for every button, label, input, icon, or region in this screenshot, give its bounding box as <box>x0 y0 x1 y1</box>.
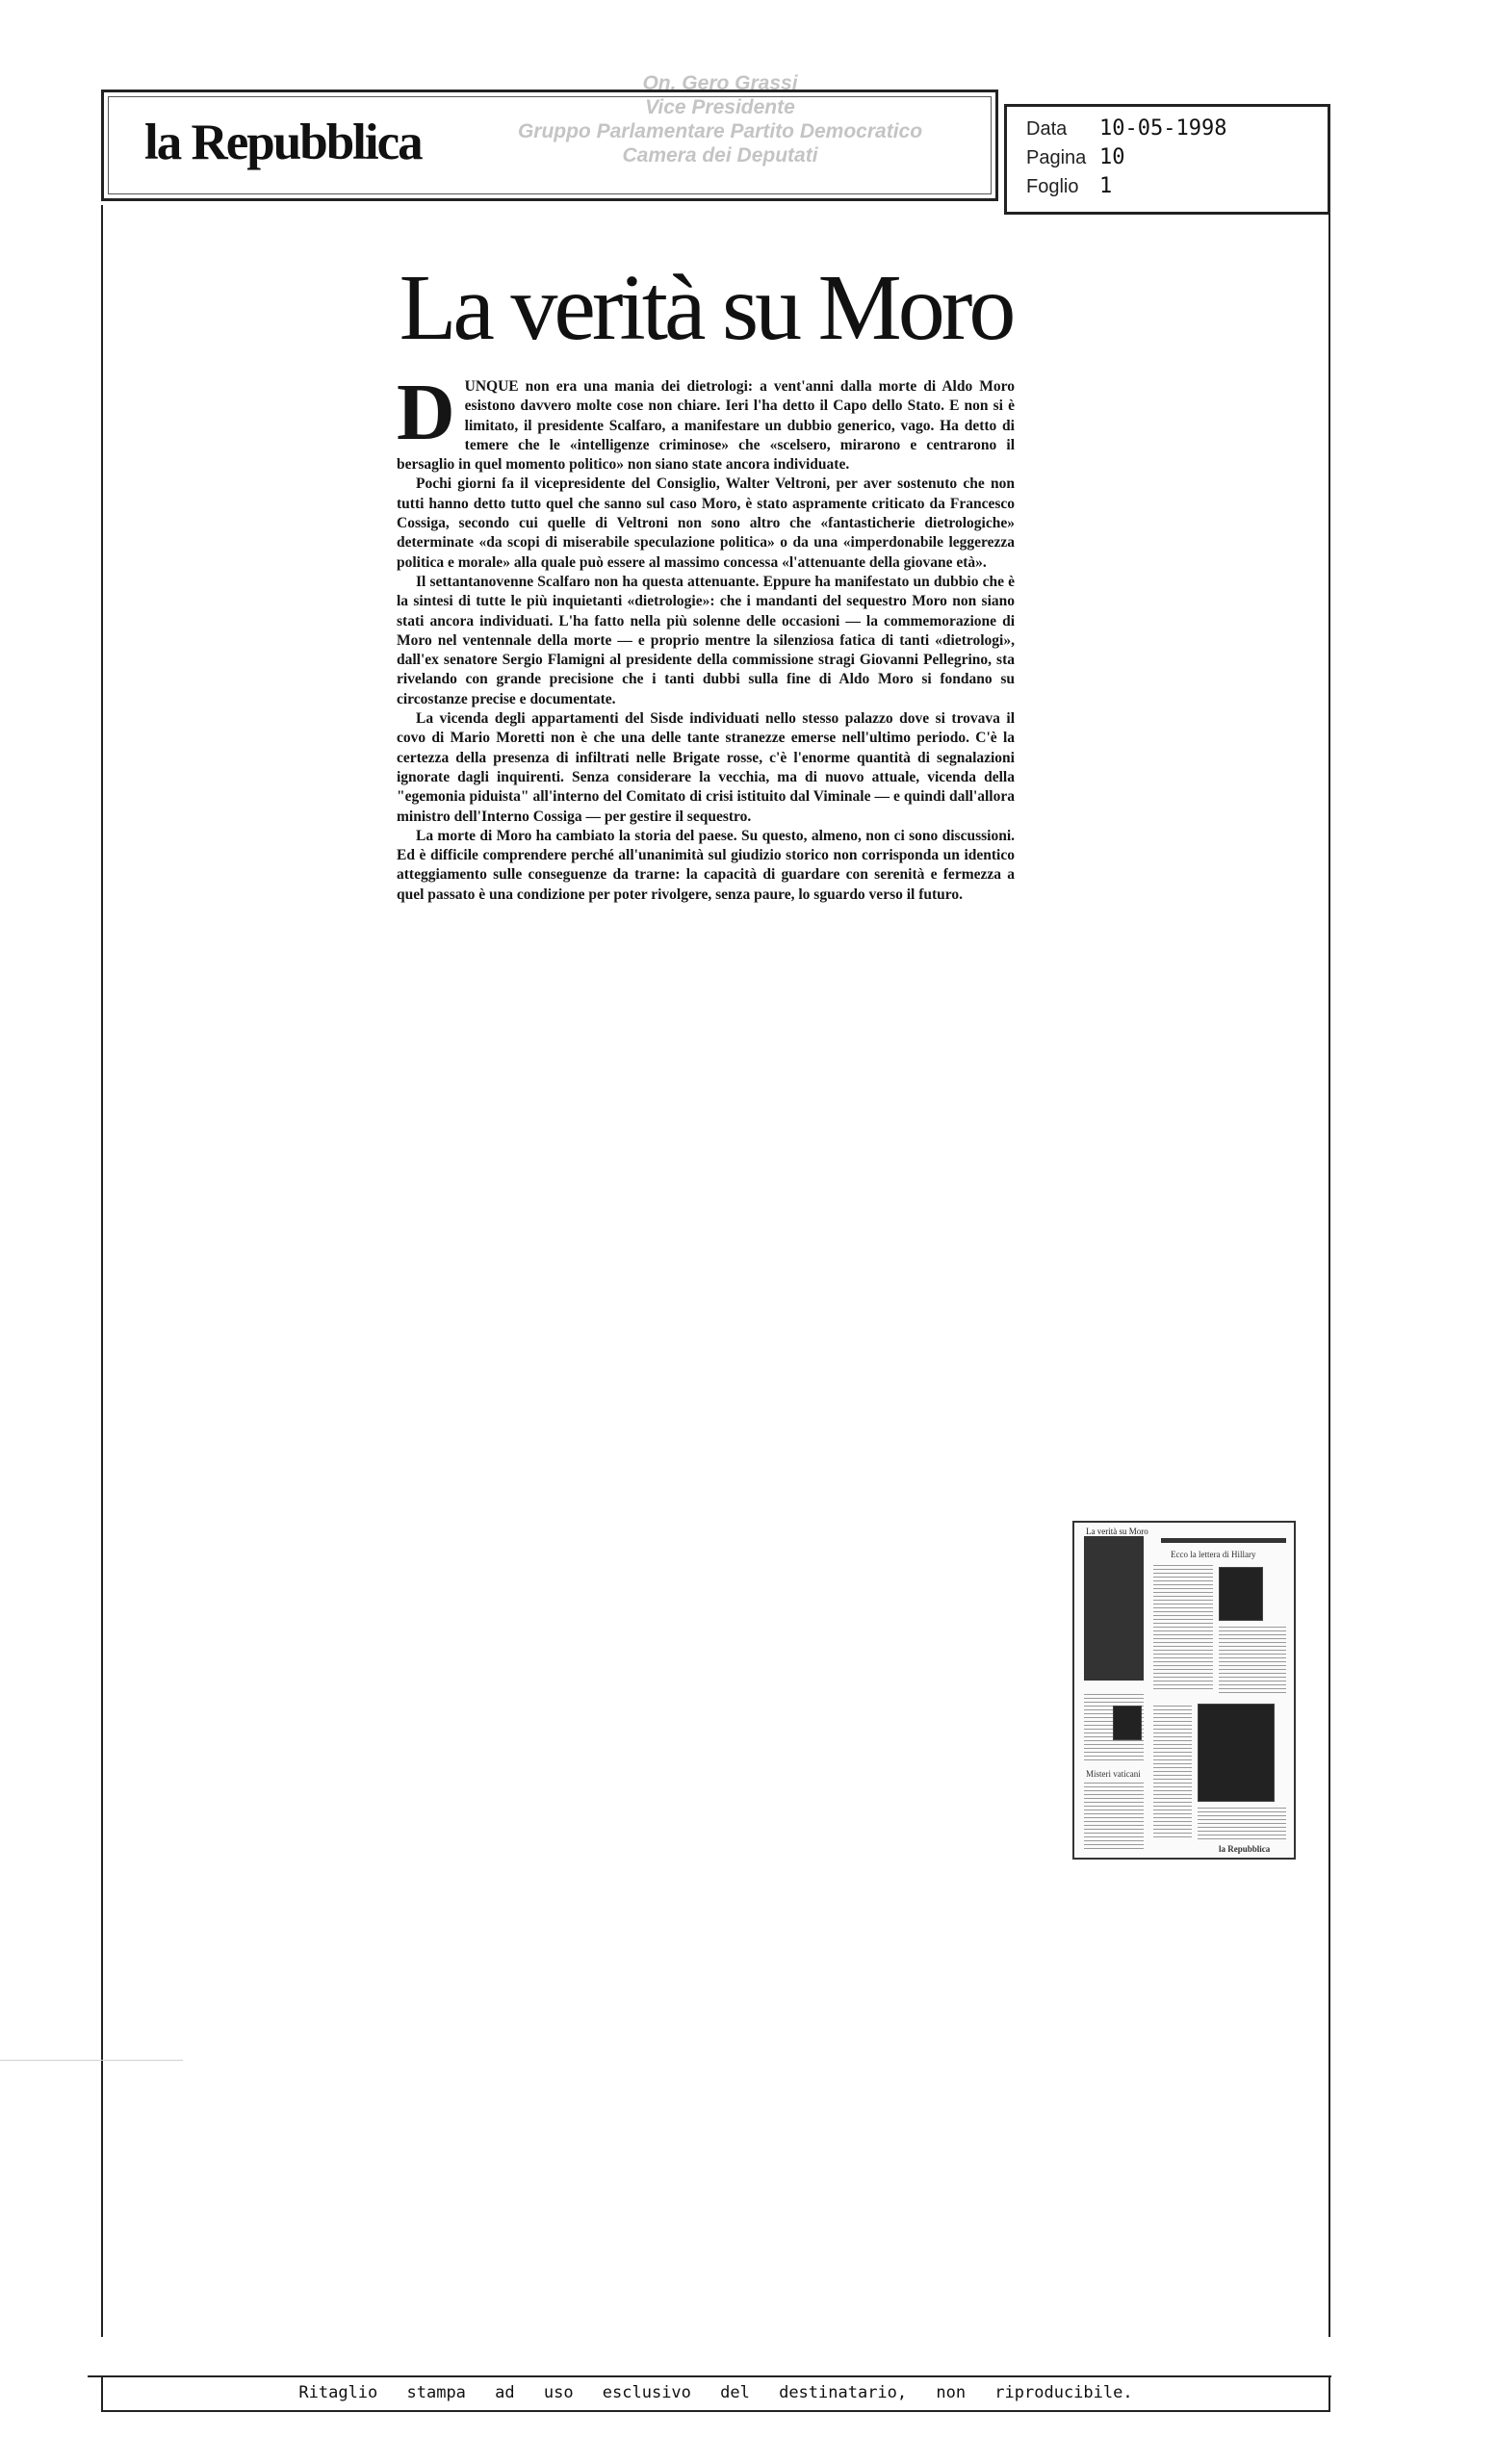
meta-row-data <box>1026 116 1328 145</box>
deputy-stamp <box>470 71 970 167</box>
thumb-dark-column <box>1084 1536 1144 1681</box>
footer-box <box>101 2377 1330 2412</box>
thumb-text-column <box>1153 1565 1213 1690</box>
meta-row-foglio <box>1026 174 1328 203</box>
thumb-headline: Ecco la lettera di Hillary <box>1171 1550 1256 1559</box>
foglio-value: 1 <box>1099 174 1113 198</box>
article-body <box>397 368 1015 905</box>
drop-cap: D <box>397 368 455 457</box>
paragraph-text: UNQUE non era una mania dei dietrologi: a vent'anni dalla morte di Aldo Moro esistono davvero molte cose non chiare. Ieri l'ha detto il Capo dello Stato. E non si è limitato, il presidente Scalfaro, a manifestare un dubbio generico, vago. Ha detto di temere che le «intelligenze criminose» che «scelsero, mirarono e centrarono il bersaglio in quel momento politico» non siano state ancora individuate. <box>397 378 1015 474</box>
newspaper-logo: la Repubblica <box>144 115 422 170</box>
thumb-text-column <box>1219 1627 1286 1694</box>
stamp-line: Vice Presidente <box>645 96 795 118</box>
stamp-line: On. Gero Grassi <box>642 72 798 94</box>
data-value: 10-05-1998 <box>1099 116 1227 141</box>
article-paragraph: La morte di Moro ha cambiato la storia del paese. Su questo, almeno, non ci sono discussioni. Ed è difficile comprendere perché all'unanimità sul giudizio storico non corrisponda un identico atteggiamento sulle conseguenze da trarne: la capacità di guardare con serenità e fermezza a quel passato è una condizione per poter rivolgere, senza paure, lo sguardo verso il futuro. <box>397 827 1015 903</box>
thumb-headline: Misteri vaticani <box>1086 1769 1141 1779</box>
stamp-line: Gruppo Parlamentare Partito Democratico <box>517 120 923 142</box>
scan-edge-line <box>0 2060 183 2061</box>
metadata-box <box>1004 104 1330 215</box>
article-paragraph <box>397 368 1015 475</box>
pagina-label: Pagina <box>1026 147 1087 168</box>
thumb-photo <box>1113 1706 1142 1740</box>
stamp-line: Camera dei Deputati <box>622 144 818 167</box>
article-paragraph: Pochi giorni fa il vicepresidente del Consiglio, Walter Veltroni, per aver sostenuto che non tutti hanno detto tutto quel che sanno sul caso Moro, è stato aspramente criticato da Francesco Cossiga, secondo cui quelle di Veltroni non sono altro che «fantasticherie dietrologiche» determinate «da scopi di miserabile speculazione politica» o da una «imperdonabile leggerezza politica e morale» alla quale può essere al massimo concessa «l'attenuante della giovane età». <box>397 475 1015 571</box>
footer-disclaimer: Ritaglio stampa ad uso esclusivo del destinatario, non riproducibile. <box>298 2383 1133 2402</box>
header-box <box>101 72 998 201</box>
pagina-value: 10 <box>1099 145 1125 169</box>
thumb-text-column <box>1198 1808 1286 1840</box>
thumb-rule <box>1161 1538 1286 1543</box>
meta-row-pagina <box>1026 145 1328 174</box>
thumb-text-column <box>1084 1783 1144 1850</box>
article-headline: La verità su Moro <box>399 256 1013 360</box>
newspaper-page-thumbnail-icon <box>1072 1521 1296 1860</box>
thumb-headline: La verità su Moro <box>1086 1527 1148 1536</box>
foglio-label: Foglio <box>1026 176 1079 197</box>
article <box>397 256 1015 905</box>
thumb-photo <box>1219 1567 1263 1621</box>
data-label: Data <box>1026 118 1068 140</box>
article-paragraph: Il settantanovenne Scalfaro non ha questa attenuante. Eppure ha manifestato un dubbio che è la sintesi di tutte le più inquietanti «dietrologie»: che i mandanti del sequestro Moro non siano stati ancora individuati. L'ha fatto nella più solenne delle occasioni — la commemorazione di Moro nel ventennale della morte — e proprio mentre la silenziosa fatica di tanti «dietrologi», dall'ex senatore Sergio Flamigni al presidente della commissione stragi Giovanni Pellegrino, sta rivelando con grande precisione che i tanti dubbi sulla fine di Aldo Moro si fondano su circostanze precise e documentate. <box>397 573 1015 707</box>
article-paragraph: La vicenda degli appartamenti del Sisde individuati nello stesso palazzo dove si trovava il covo di Mario Moretti non è che una delle tante stranezze emerse nell'ultimo periodo. C'è la certezza della presenza di infiltrati nelle Brigate rosse, c'è l'enorme quantità di segnalazioni ignorate dagli inquirenti. Senza considerare la vecchia, ma di nuovo attuale, vicenda della "egemonia piduista" all'interno del Comitato di crisi istituito dal Viminale — e quindi dall'allora ministro dell'Interno Cossiga — per gestire il sequestro. <box>397 710 1015 825</box>
thumb-headline: la Repubblica <box>1219 1844 1271 1854</box>
thumb-photo <box>1198 1704 1275 1802</box>
thumb-text-column <box>1153 1706 1192 1840</box>
